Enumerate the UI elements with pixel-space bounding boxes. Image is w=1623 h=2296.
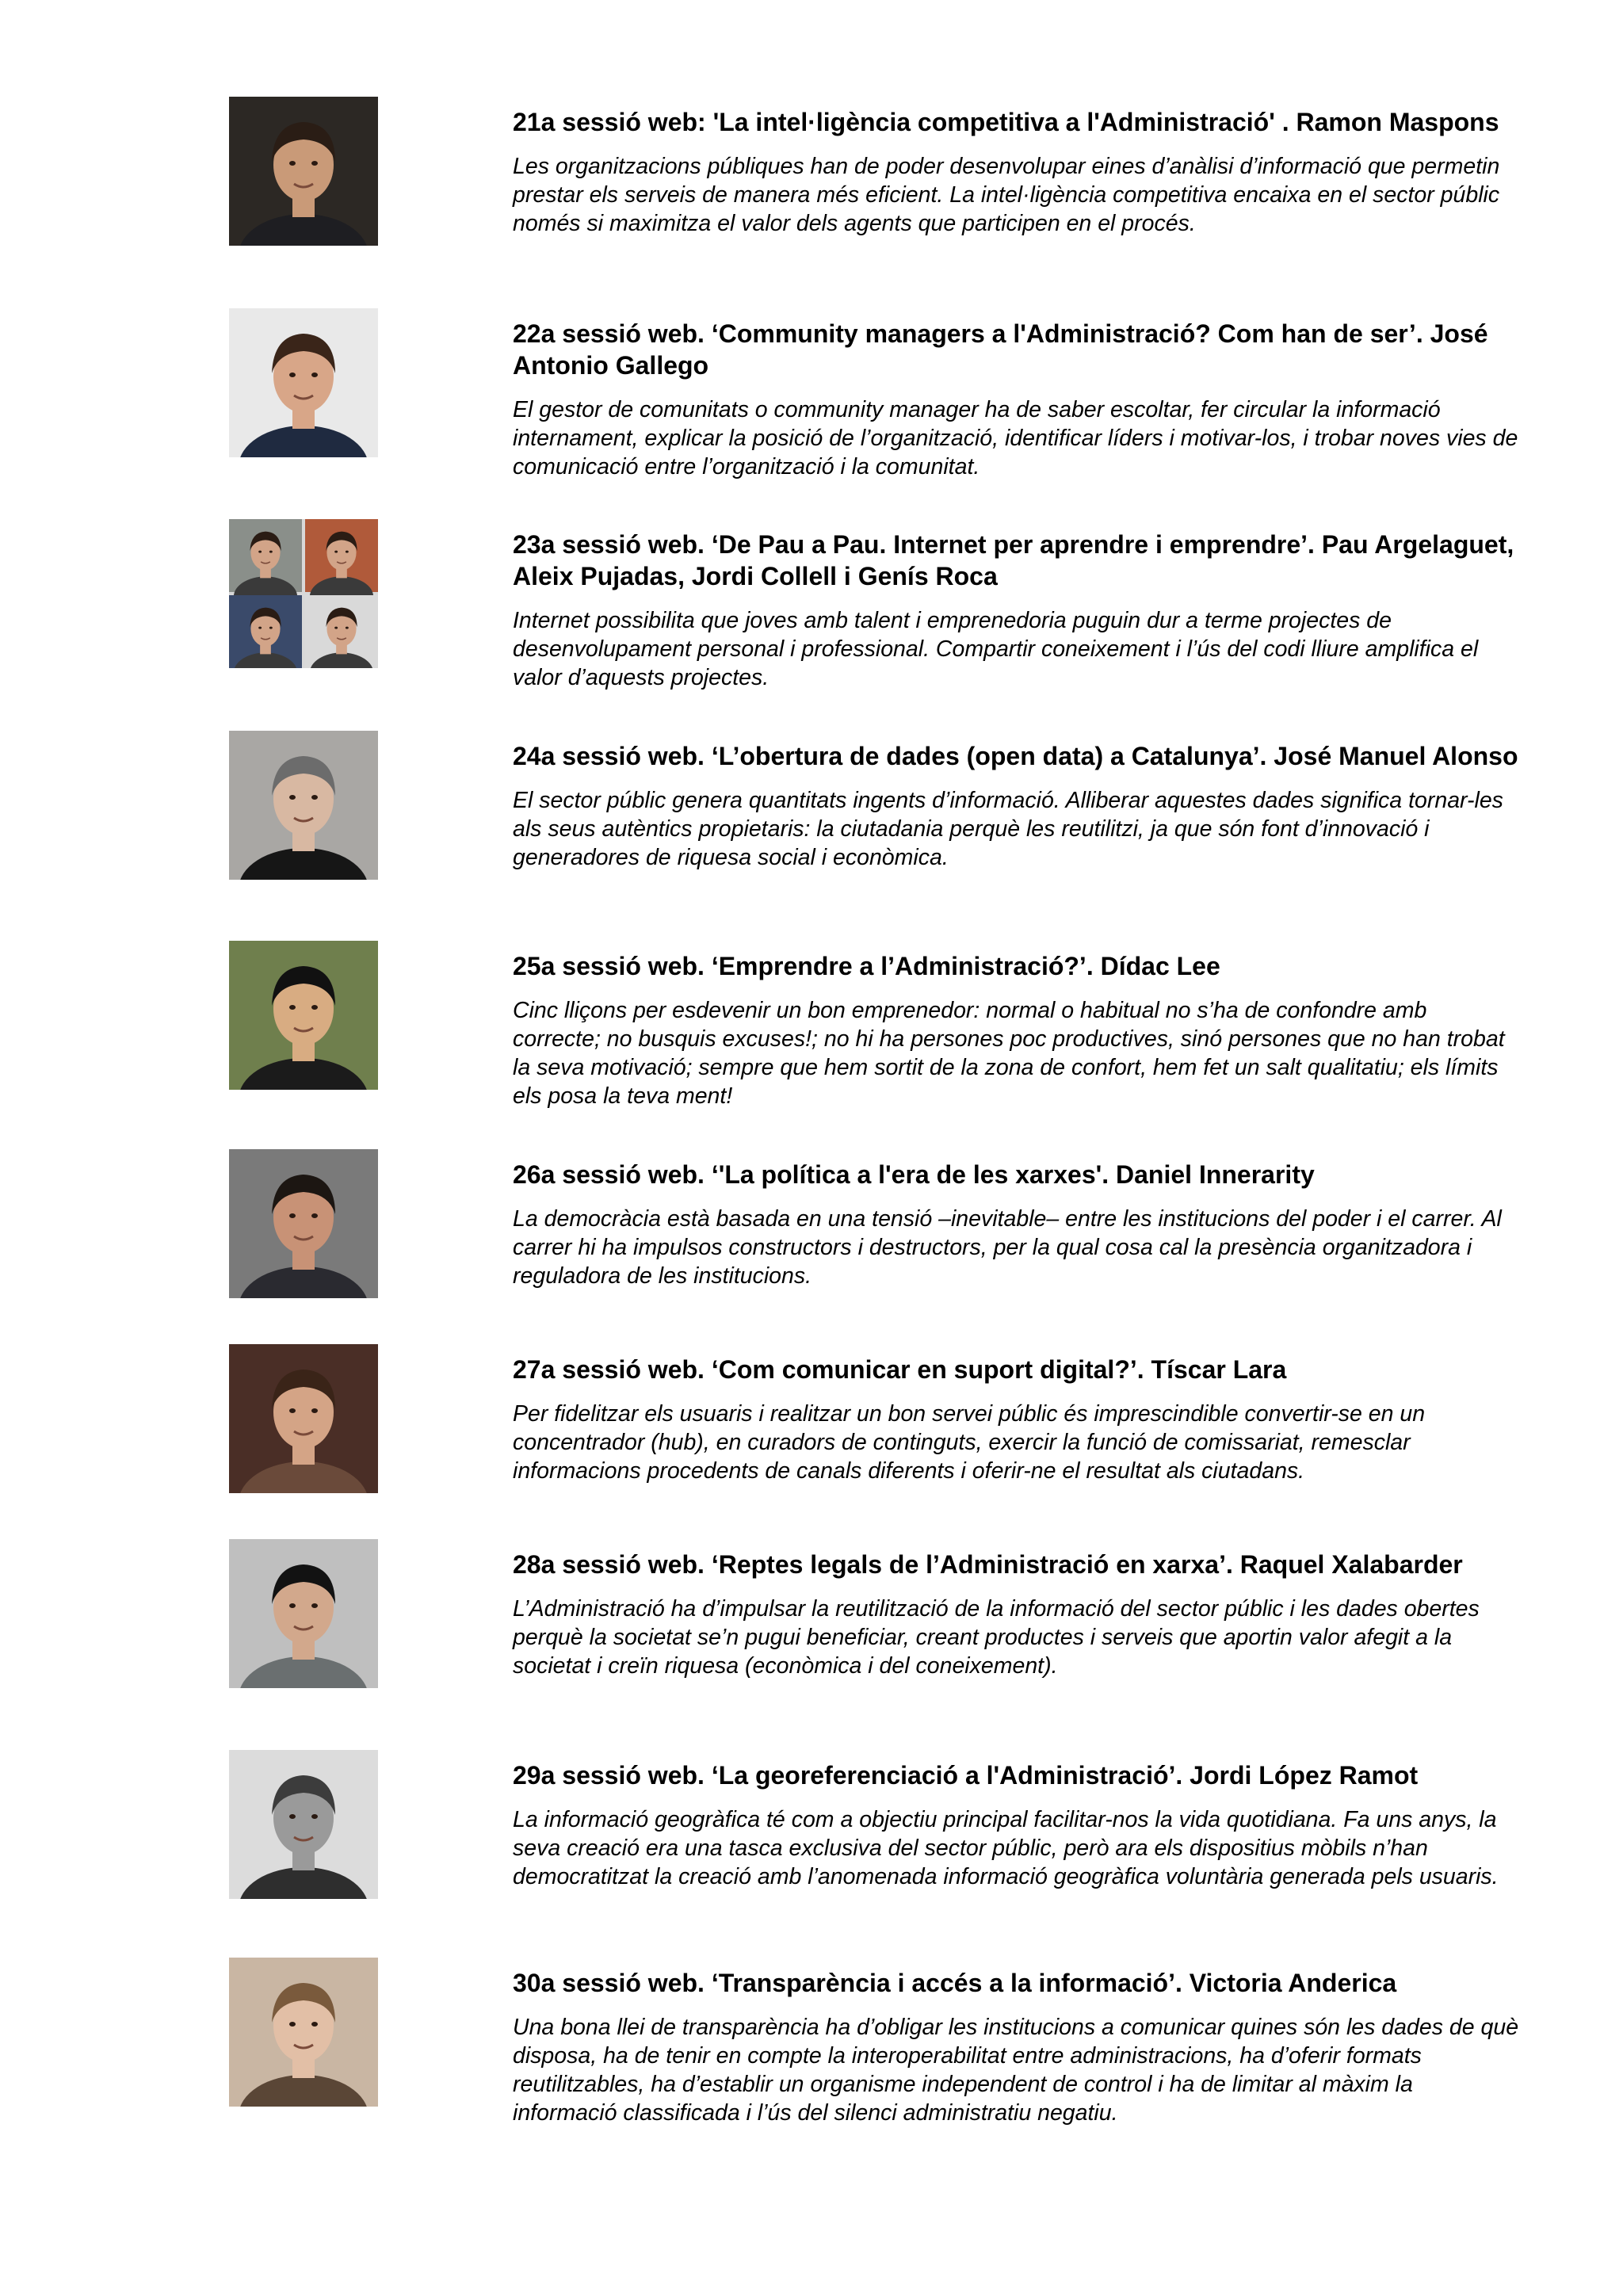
session-description: Les organitzacions públiques han de poder desenvolupar eines d’anàlisi d’informació que permetin prestar els serveis de manera més eficient. La intel·ligència competitiva encaixa en el sector públic només si maximitza el valor dels agents que participen en el procés. <box>513 154 1500 236</box>
session-text <box>513 529 1519 692</box>
session-title: 30a sessió web. ‘Transparència i accés a la informació’. Victoria Anderica <box>513 1969 1397 1997</box>
session-text <box>513 1759 1519 1891</box>
session-description: Cinc lliçons per esdevenir un bon emprenedor: normal o habitual no s’ha de confondre amb correcte; no busquis excuses!; no hi ha persones poc productives, sinó persones que no han trobat la seva motivació; sempre que hem sortit de la zona de confort, hem fet un salt qualitatiu; els límits els posa la teva ment! <box>513 998 1505 1109</box>
portrait-image <box>229 97 378 246</box>
speaker-photo <box>229 308 378 457</box>
speaker-photo <box>229 941 378 1090</box>
session-text <box>513 950 1519 1110</box>
session-description: Una bona llei de transparència ha d’obligar les institucions a comunicar quines són les dades de què disposa, ha de tenir en compte la interoperabilitat entre administracions, ha d’oferir formats reutilitzables, ha d’establir un organisme independent de control i ha de limitar al màxim la informació classificada i l’ús del silenci administratiu negatiu. <box>513 2015 1519 2126</box>
session-text <box>513 1967 1519 2127</box>
session-text <box>513 1159 1519 1290</box>
session-title: 28a sessió web. ‘Reptes legals de l’Administració en xarxa’. Raquel Xalabarder <box>513 1550 1463 1579</box>
session-description: L’Administració ha d’impulsar la reutilització de la informació del sector públic i les dades obertes perquè la societat se’n pugui beneficiar, creant productes i serveis que aportin valor afegit a la societat i creïn riquesa (econòmica i del coneixement). <box>513 1596 1480 1679</box>
session-title: 21a sessió web: 'La intel·ligència competitiva a l'Administració' . Ramon Maspons <box>513 108 1499 136</box>
portrait-image <box>229 731 378 880</box>
session-title: 23a sessió web. ‘De Pau a Pau. Internet per aprendre i emprendre’. Pau Argelaguet, Aleix Pujadas, Jordi Collell i Genís Roca <box>513 530 1514 590</box>
session-description: Per fidelitzar els usuaris i realitzar un bon servei públic és imprescindible convertir-se en un concentrador (hub), en curadors de continguts, exercir la funció de comissariat, remesclar informacions procedents de canals diferents i oferir-ne el resultat als ciutadans. <box>513 1401 1426 1484</box>
session-title: 25a sessió web. ‘Emprendre a l’Administració?’. Dídac Lee <box>513 952 1220 980</box>
session-text <box>513 318 1519 481</box>
portrait-image <box>229 1539 378 1688</box>
session-description: El gestor de comunitats o community manager ha de saber escoltar, fer circular la informació internament, explicar la posició de l’organització, identificar líders i motivar-los, i trobar noves vies de comunicació entre l’organització i la comunitat. <box>513 397 1518 479</box>
portrait-image <box>229 519 378 668</box>
session-text <box>513 1354 1519 1485</box>
session-description: La informació geogràfica té com a objectiu principal facilitar-nos la vida quotidiana. Fa uns anys, la seva creació era una tasca exclusiva del sector públic, però ara els dispositius mòbils n’han democratitzat la creació amb l’anomenada informació geogràfica voluntària generada pels usuaris. <box>513 1807 1499 1889</box>
session-title: 27a sessió web. ‘Com comunicar en suport digital?’. Tíscar Lara <box>513 1355 1287 1384</box>
portrait-image <box>229 1750 378 1899</box>
speaker-photo <box>229 1750 378 1899</box>
portrait-image <box>229 1958 378 2107</box>
session-description: La democràcia està basada en una tensió –inevitable– entre les institucions del poder i el carrer. Al carrer hi ha impulsos constructors i destructors, per la qual cosa cal la presència organitzadora i reguladora de les institucions. <box>513 1206 1502 1289</box>
portrait-image <box>229 1149 378 1298</box>
session-text <box>513 740 1519 872</box>
speaker-photo <box>229 1344 378 1493</box>
session-title: 26a sessió web. ‘'La política a l'era de les xarxes'. Daniel Innerarity <box>513 1160 1315 1189</box>
session-text <box>513 1549 1519 1680</box>
session-text <box>513 106 1519 238</box>
speaker-photo <box>229 1539 378 1688</box>
speaker-photo <box>229 97 378 246</box>
speaker-photo <box>229 1149 378 1298</box>
session-description: El sector públic genera quantitats ingents d’informació. Alliberar aquestes dades significa tornar-les als seus autèntics propietaris: la ciutadania perquè les reutilitzi, ja que són font d’innovació i generadores de riquesa social i econòmica. <box>513 788 1503 870</box>
speaker-photo <box>229 731 378 880</box>
portrait-image <box>229 941 378 1090</box>
session-title: 24a sessió web. ‘L’obertura de dades (open data) a Catalunya’. José Manuel Alonso <box>513 742 1518 770</box>
speakers-photo-grid <box>229 519 378 668</box>
portrait-image <box>229 1344 378 1493</box>
speaker-photo <box>229 1958 378 2107</box>
portrait-image <box>229 308 378 457</box>
session-description: Internet possibilita que joves amb talent i emprenedoria puguin dur a terme projectes de desenvolupament personal i professional. Compartir coneixement i l’ús del codi lliure amplifica el valor d’aquests projectes. <box>513 608 1479 690</box>
session-title: 22a sessió web. ‘Community managers a l'Administració? Com han de ser’. José Antonio Gallego <box>513 319 1488 380</box>
session-title: 29a sessió web. ‘La georeferenciació a l'Administració’. Jordi López Ramot <box>513 1761 1419 1790</box>
